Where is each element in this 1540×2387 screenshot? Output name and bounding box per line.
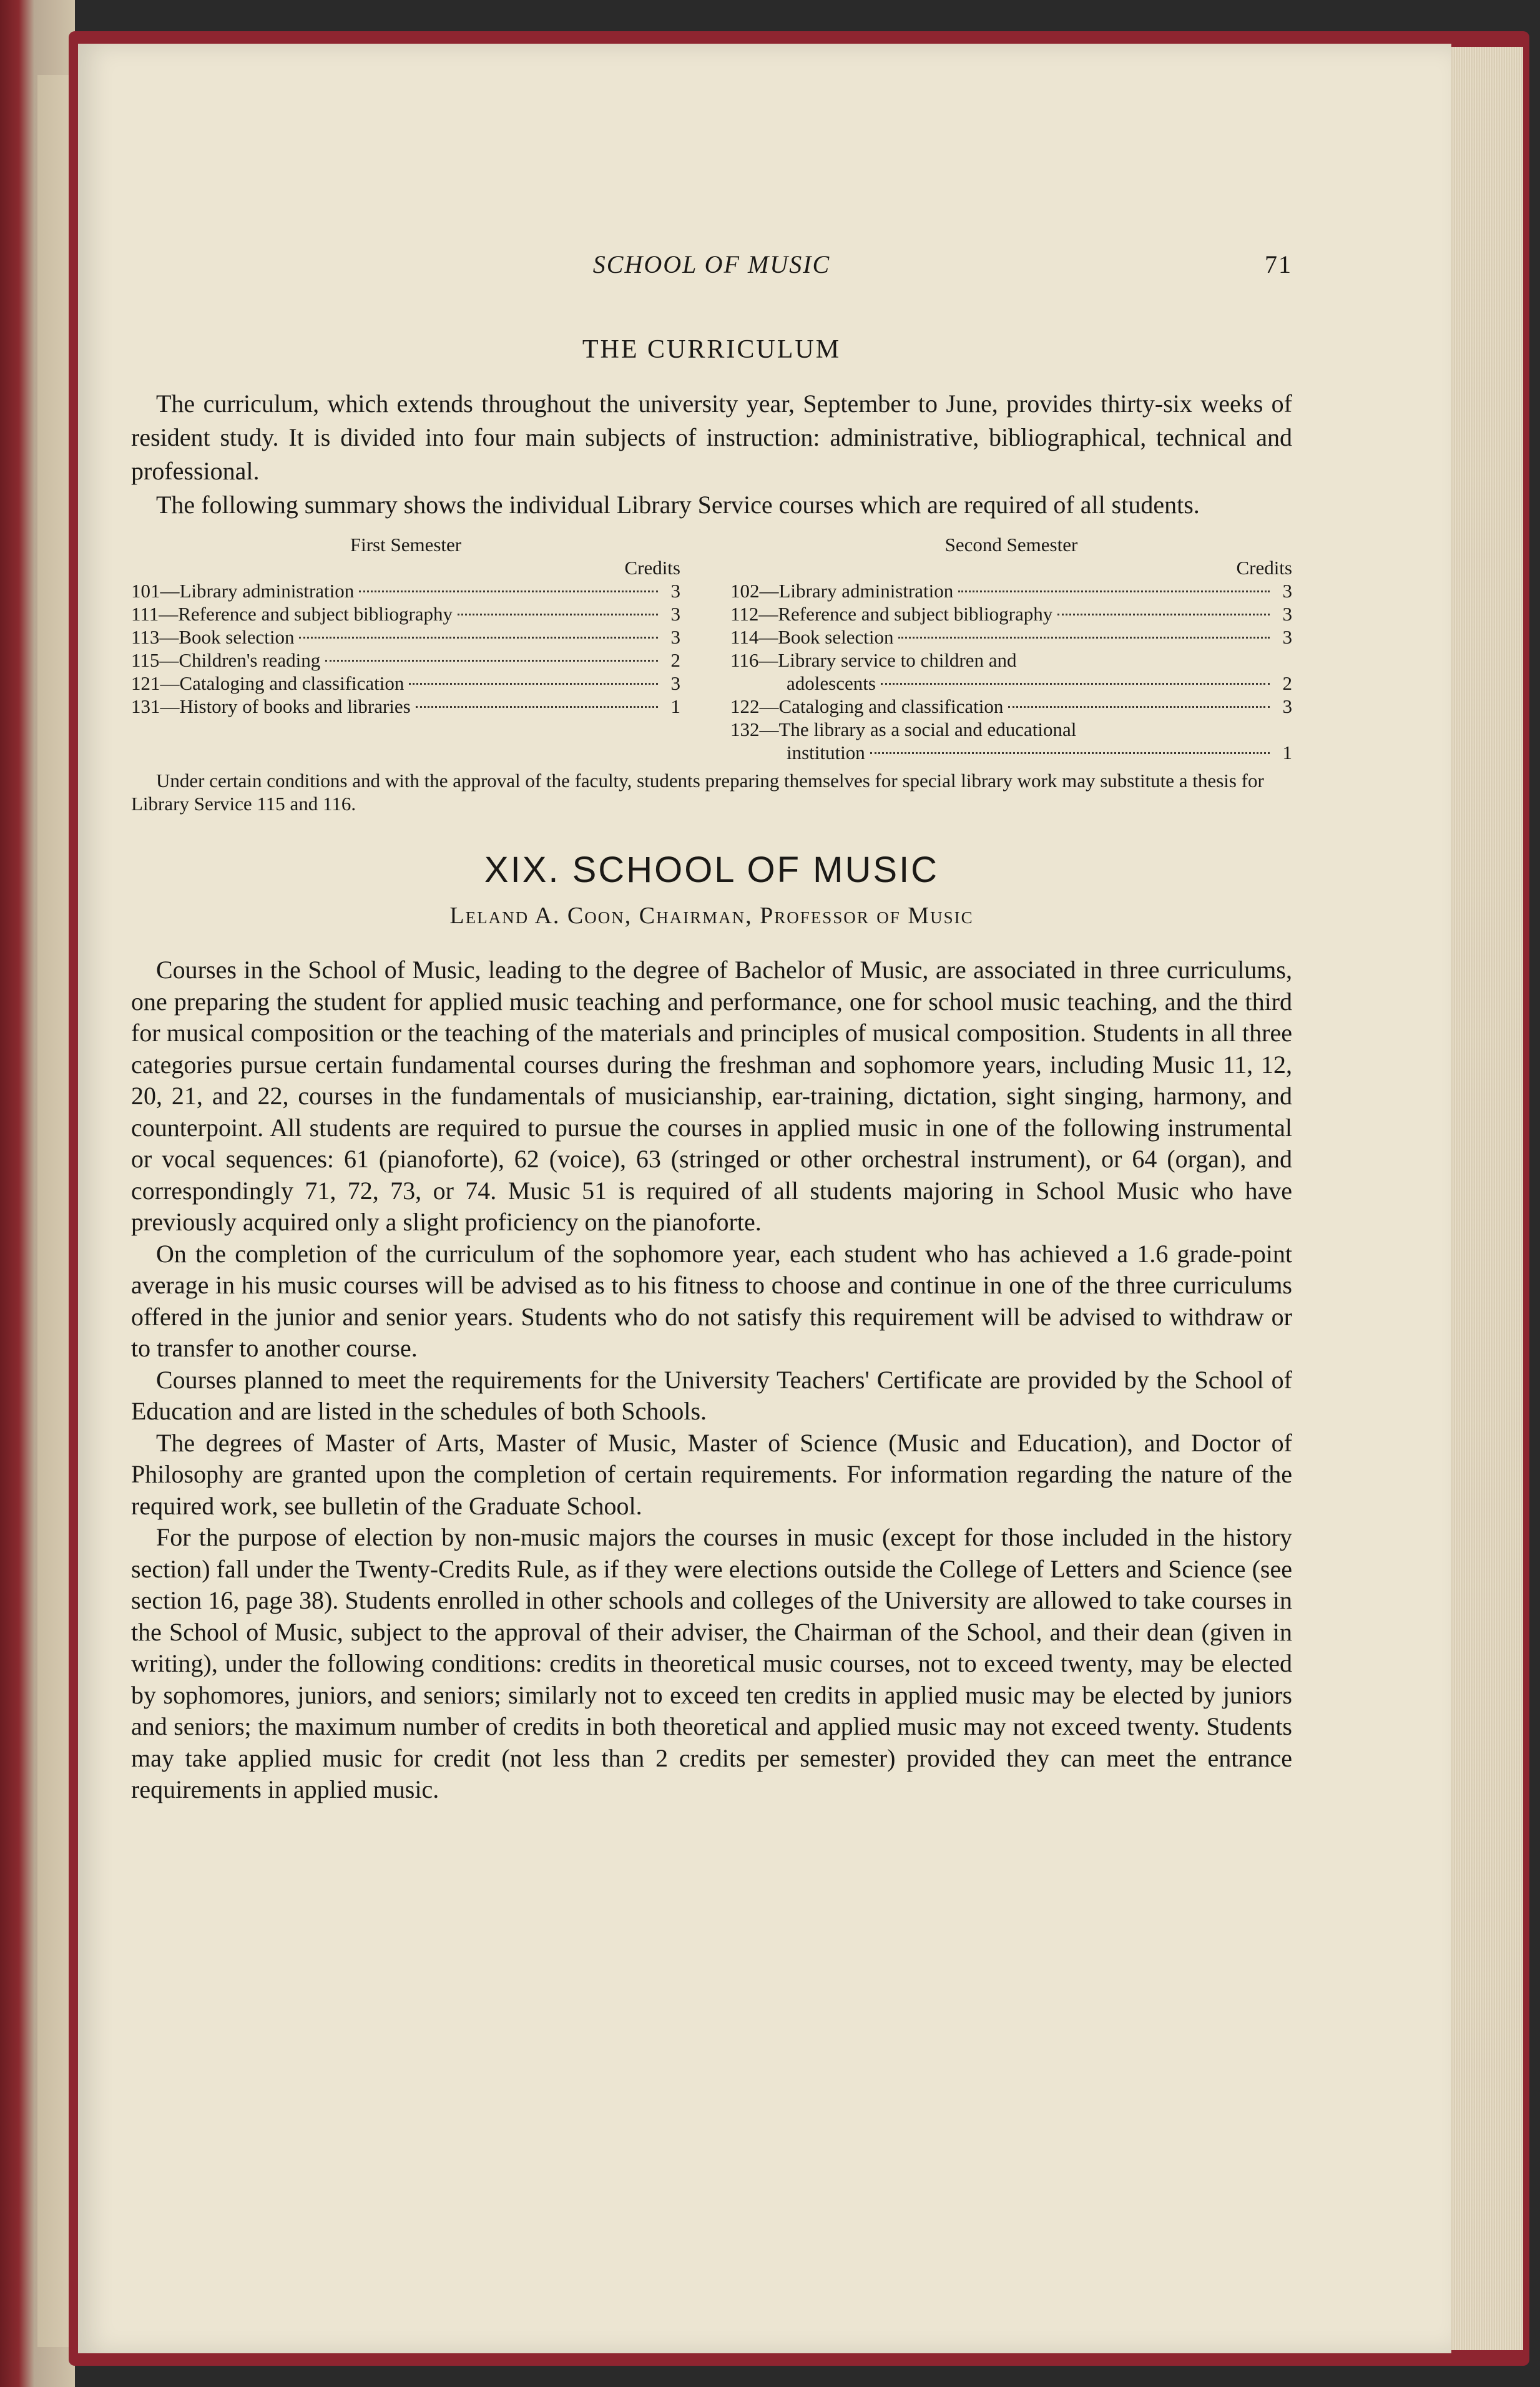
course-row	[730, 602, 1292, 625]
music-paragraph: The degrees of Master of Arts, Master of Music, Master of Science (Music and Education), and Doctor of Philosophy are granted upon the completion of certain requirements. For information regarding the nature of the required work, see bulletin of the Graduate School.	[131, 1428, 1292, 1520]
music-section-body	[131, 954, 1292, 1806]
course-name: 111—Reference and subject bibliography	[131, 603, 453, 625]
course-name: 121—Cataloging and classification	[131, 672, 405, 694]
course-row	[131, 579, 680, 602]
course-credits: 3	[670, 580, 680, 602]
course-credits: 1	[670, 695, 680, 717]
music-paragraph: For the purpose of election by non-music majors the courses in music (except for those included in the history section) fall under the Twenty-Credits Rule, as if they were elections outside the College of Letters and Science (see section 16, page 38). Students enrolled in other schools and colleges of the University are allowed to take courses in the School of Music, subject to the approval of their adviser, the Chairman of the School, and their dean (given in writing), under the following conditions: credits in theoretical music courses, not to exceed twenty, may be elected by sophomores, juniors, and seniors; similarly not to exceed ten credits in applied music may be elected by juniors and seniors; the maximum number of credits in both theoretical and applied music may not exceed twenty. Students may take applied music for credit (not less than 2 credits per semester) provided they can meet the entrance requirements in applied music.	[131, 1523, 1292, 1803]
semester-title: Second Semester	[944, 534, 1078, 556]
course-name: 122—Cataloging and classification	[730, 695, 1004, 717]
running-head-title: SCHOOL OF MUSIC	[592, 250, 831, 278]
course-credits: 1	[1282, 742, 1292, 763]
music-paragraph: Courses in the School of Music, leading to the degree of Bachelor of Music, are associated in three curriculums, one preparing the student for applied music teaching and performance, one for school music teaching, and the third for musical composition or the teaching of the materials and principles of musical composition. Students in all three categories pursue certain fundamental courses during the freshman and sophomore years, including Music 11, 12, 20, 21, and 22, courses in the fundamentals of musicianship, ear-training, dictation, sight singing, harmony, and counterpoint. All students are required to pursue the courses in applied music in one of the following instrumental or vocal sequences: 61 (pianoforte), 62 (voice), 63 (stringed or other orchestral instrument), or 64 (organ), and correspondingly 71, 72, 73, or 74. Music 51 is required of all students majoring in School Music who have previously acquired only a slight proficiency on the pianoforte.	[131, 956, 1292, 1236]
course-row	[131, 649, 680, 672]
course-name: 116—Library service to children and	[730, 649, 1017, 671]
substitution-note: Under certain conditions and with the approval of the faculty, students preparing themselves for special library work may substitute a thesis for Library Service 115 and 116.	[131, 770, 1264, 815]
course-name: 114—Book selection	[730, 626, 894, 648]
chairman-line: Leland A. Coon, Chairman, Professor of Music	[449, 903, 974, 929]
section-heading: XIX. SCHOOL OF MUSIC	[484, 850, 939, 890]
course-row	[730, 579, 1292, 602]
page-edges	[1448, 47, 1523, 2350]
credits-header: Credits	[1236, 557, 1292, 579]
course-name: 101—Library administration	[131, 580, 355, 602]
page-number: 71	[1265, 250, 1292, 278]
course-credits: 3	[1282, 695, 1292, 717]
course-row	[730, 625, 1292, 649]
course-name: 113—Book selection	[131, 626, 295, 648]
course-credits: 3	[670, 626, 680, 648]
curriculum-heading: THE CURRICULUM	[582, 335, 841, 364]
course-row	[131, 695, 680, 718]
running-head	[131, 250, 1292, 285]
course-row	[730, 649, 1292, 695]
page-content	[131, 250, 1292, 1806]
course-credits: 3	[1282, 603, 1292, 625]
curriculum-paragraph: The following summary shows the individual Library Service courses which are required of all students.	[156, 491, 1200, 519]
course-credits: 3	[1282, 626, 1292, 648]
course-name: 131—History of books and libraries	[131, 695, 411, 717]
course-name: 115—Children's reading	[131, 649, 321, 671]
course-summary-table	[131, 533, 1292, 764]
course-row	[131, 602, 680, 625]
course-name: 132—The library as a social and educational	[730, 718, 1077, 740]
course-credits: 3	[670, 603, 680, 625]
first-semester-column	[131, 533, 680, 764]
course-name: 102—Library administration	[730, 580, 954, 602]
course-name: 112—Reference and subject bibliography	[730, 603, 1053, 625]
course-name-continued: adolescents	[787, 672, 876, 694]
course-credits: 3	[1282, 580, 1292, 602]
music-paragraph: On the completion of the curriculum of the sophomore year, each student who has achieved a 1.6 grade-point average in his music courses will be advised as to his fitness to choose and continue in one of the three curriculums offered in the junior and senior years. Students who do not satisfy this requirement will be advised to withdraw or to transfer to another course.	[131, 1239, 1292, 1362]
course-row	[131, 672, 680, 695]
course-credits: 2	[1282, 672, 1292, 694]
course-row	[730, 695, 1292, 718]
second-semester-column	[730, 533, 1292, 764]
semester-title: First Semester	[350, 534, 462, 556]
course-name-continued: institution	[787, 742, 865, 763]
course-row	[730, 718, 1292, 764]
course-credits: 2	[670, 649, 680, 671]
credits-header: Credits	[624, 557, 680, 579]
music-paragraph: Courses planned to meet the requirements for the University Teachers' Certificate are provided by the School of Education and are listed in the schedules of both Schools.	[131, 1365, 1292, 1425]
course-credits: 3	[670, 672, 680, 694]
curriculum-paragraph: The curriculum, which extends throughout the university year, September to June, provides thirty-six weeks of resident study. It is divided into four main subjects of instruction: administrative, bibliographical, technical and professional.	[131, 390, 1292, 485]
course-row	[131, 625, 680, 649]
